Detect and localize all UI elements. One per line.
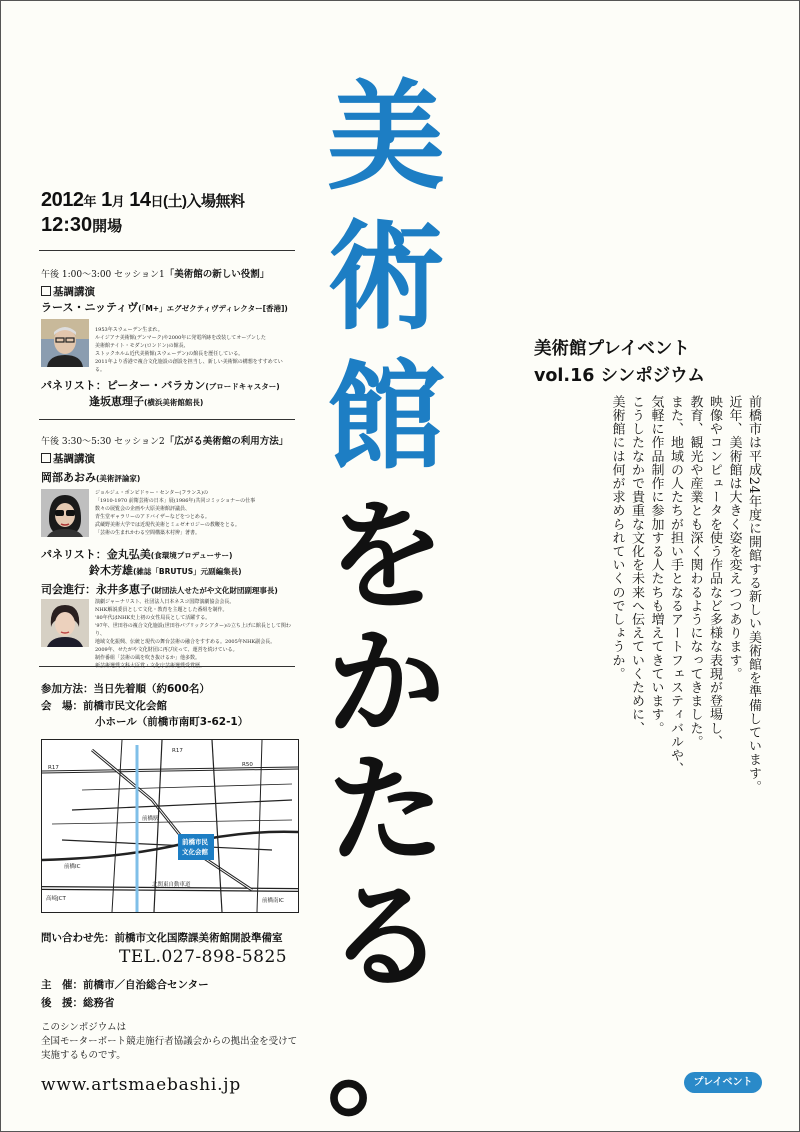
title-blue <box>319 67 453 487</box>
session1-speaker <box>41 299 288 315</box>
moderator-role: (財団法人せたがや文化財団副理事長) <box>151 586 278 595</box>
intro-line: 映像やコンピュータを使う作品など多様な表現が登場し、 <box>707 395 722 749</box>
intro-line: また、地域の人たちが担い手となるアートフェスティバルや、 <box>668 395 683 776</box>
note-line: 全国モーターボート競走施行者協議会からの拠出金を受けて <box>41 1036 298 1047</box>
bio-line: 1953年スウェーデン生まれ。 <box>95 327 163 333</box>
speaker-name: ラース・ニッティヴ <box>41 301 139 314</box>
checkbox-icon <box>41 286 51 296</box>
session1-panelist-2 <box>89 393 203 409</box>
map-label-ic2: 前橋南IC <box>262 898 284 904</box>
divider <box>39 419 295 420</box>
map-label-highway: 北関東自動車道 <box>152 882 191 888</box>
session2-time: 午後 3:30～5:30 セッション2 <box>41 437 165 447</box>
moderator-name: 永井多恵子 <box>96 583 151 596</box>
map-label-station: 前橋駅 <box>142 816 159 822</box>
bio-line: 2009年、せたがや文化財団に再び戻って、運営を続けている。 <box>95 647 238 653</box>
session2-panelist-2 <box>89 562 242 578</box>
bio-line: '97年、世田谷の複合文化施設(世田谷パブリックシアター)の立ち上げに館長として関わり、 <box>95 623 291 637</box>
map-label-route-17b: R17 <box>172 748 183 754</box>
panelist-name: 鈴木芳雄 <box>89 564 133 577</box>
venue-hall: 小ホール（前橋市南町3-62-1） <box>95 716 249 728</box>
bio-line: 「1910-1970 前衛芸術の日本」展(1986年)共同コミッショナーの仕事 <box>95 498 256 504</box>
intro-text <box>609 395 762 794</box>
session1-panelist-1 <box>41 377 280 393</box>
speaker-photo <box>41 319 89 367</box>
session2-title: 「広がる美術館の利用方法」 <box>164 436 289 447</box>
note-line: 実施するものです。 <box>41 1050 126 1061</box>
title-char: か <box>326 614 445 752</box>
method-value: ：当日先着順（約600名） <box>83 683 210 695</box>
venue-value: ：前橋市民文化会館 <box>72 700 167 712</box>
bio-line: 青生堂ギャラリーのアドバイザーなどをつとめる。 <box>95 514 210 520</box>
bio-line: '80年代はNHK史上初の女性局長として活躍する。 <box>95 615 211 621</box>
speaker-photo <box>41 489 89 537</box>
date-month: 1 <box>101 189 112 211</box>
panelist-name: 金丸弘美 <box>106 548 151 561</box>
session1-bio <box>95 326 291 374</box>
title-char: 。 <box>326 995 445 1132</box>
date-month-unit: 月 <box>111 194 125 209</box>
speaker-role: (美術評論家) <box>96 474 141 483</box>
bio-line: 「芸術の生まれかわる空間構築木村辨」著書。 <box>95 530 201 536</box>
moderator <box>41 581 278 597</box>
panelist-label: パネリスト： <box>41 379 107 392</box>
divider <box>39 250 295 251</box>
access-map <box>41 739 299 913</box>
map-venue-label-2: 文化会館 <box>182 848 208 856</box>
open-time <box>41 214 122 237</box>
event-date <box>41 189 245 212</box>
participation-method <box>41 681 210 698</box>
title-char: 術 <box>326 208 445 346</box>
speaker-name: 岡部あおみ <box>41 471 96 484</box>
note-line: このシンポジウムは <box>41 1022 127 1033</box>
date-day-unit: 日 <box>150 194 164 209</box>
venue-label: 会 場 <box>41 700 73 712</box>
bio-line: 演劇ジャーナリスト、社団法人日本ネスコ国際演劇協会会長。 <box>95 599 235 605</box>
contact <box>41 930 283 947</box>
method-label: 参加方法 <box>41 683 83 695</box>
title-char: を <box>326 487 445 625</box>
support-value: ：総務省 <box>72 997 115 1009</box>
panelist-name: 逢坂恵理子 <box>89 395 144 408</box>
session1-header <box>41 266 269 280</box>
contact-tel: TEL.027-898-5825 <box>119 947 288 967</box>
keynote-label-text: 基調講演 <box>53 286 95 298</box>
host <box>41 977 209 994</box>
event-subtitle: vol.16 シンポジウム <box>534 366 705 386</box>
session2-speaker <box>41 469 140 485</box>
session2-panelist-1 <box>41 546 232 562</box>
session1-keynote-label <box>41 284 95 299</box>
session2-header <box>41 433 288 447</box>
event-title: 美術館プレイベント <box>534 339 690 359</box>
moderator-label: 司会進行： <box>41 583 96 596</box>
title-black <box>319 487 453 1132</box>
intro-line: 美術館には何が求められていくのでしょうか。 <box>609 395 625 681</box>
bio-line: ルイジアナ美術館(デンマーク)や2000年に発電所跡を改装してオープンした <box>95 335 266 341</box>
contact-value: ：前橋市文化国際課美術館開設準備室 <box>104 932 283 944</box>
funding-note <box>41 1021 297 1063</box>
date-day: 14 <box>129 189 151 211</box>
support <box>41 995 115 1012</box>
title-char: 館 <box>326 348 445 486</box>
open-time-value: 12:30 <box>41 214 93 236</box>
bio-line: 制作番組「芸術の風を吹き抜けるか」他多数。 <box>95 655 201 661</box>
panelist-role: (横浜美術館館長) <box>144 398 204 407</box>
map-label-route-50: R50 <box>242 762 253 768</box>
bio-line: 武蔵野美術大学では近現代美術とミュゼオロジーの教鞭をとる。 <box>95 522 240 528</box>
preevent-logo: プレイベント <box>684 1072 762 1093</box>
bio-line: ジョルジュ・ポンピドゥー・センター(フランス)の <box>95 490 209 496</box>
bio-line: 美術館テイト・モダン(ロンドン)の館長、 <box>95 343 189 349</box>
keynote-label-text: 基調講演 <box>53 453 95 465</box>
intro-line: 気軽に作品制作に参加する人たちも増えてきています。 <box>648 395 664 735</box>
support-label: 後 援 <box>41 997 73 1009</box>
contact-label: 問い合わせ先 <box>41 932 104 944</box>
bio-line: ストックホルム近代美術館(スウェーデン)の館長を歴任している。 <box>95 351 244 357</box>
map-label-ic1: 前橋IC <box>64 864 81 870</box>
intro-line: こうしたなかで貴重な文化を未来へ伝えていくために、 <box>629 395 644 735</box>
bio-line: 2011年より香港で複合文化施設の創設を担当し、新しい美術館の構想をすすめている。 <box>95 359 283 373</box>
divider <box>39 666 295 667</box>
moderator-bio <box>95 598 291 670</box>
panelist-role: (雑誌「BRUTUS」元副編集長) <box>133 567 242 576</box>
session1-time: 午後 1:00～3:00 セッション1 <box>41 270 165 280</box>
speaker-role: (「M+」エグゼクティヴディレクター[香港]) <box>138 304 288 313</box>
panelist-name: ピーター・バラカン <box>106 379 206 392</box>
host-value: ：前橋市／自治総合センター <box>72 979 209 991</box>
date-year: 2012 <box>41 189 84 211</box>
title-char: た <box>326 741 445 879</box>
intro-line: 前橋市は平成24年度に開館する新しい美術館を準備しています。 <box>746 395 761 794</box>
date-year-unit: 年 <box>83 194 97 209</box>
open-time-label: 開場 <box>92 218 123 235</box>
map-label-jct: 高崎JCT <box>46 896 66 902</box>
map-venue-label-1: 前橋市民 <box>182 838 208 846</box>
map-label-route-17a: R17 <box>48 765 59 771</box>
date-weekday: (土) <box>163 193 187 210</box>
bio-line: 地域文化振興、伝統と現代の舞台芸術の融合をすすめる。2005年NHK副会長。 <box>95 639 276 645</box>
admission-free: 入場無料 <box>186 193 245 210</box>
session2-keynote-label <box>41 451 95 466</box>
venue <box>41 698 167 715</box>
session1-title: 「美術館の新しい役割」 <box>164 269 270 280</box>
title-char: 美 <box>326 68 445 206</box>
panelist-role: (ブロードキャスター) <box>205 382 280 391</box>
moderator-photo <box>41 599 89 647</box>
session2-bio <box>95 489 291 537</box>
intro-line: 近年、美術館は大きく姿を変えつつあります。 <box>726 395 742 681</box>
panelist-label: パネリスト： <box>41 548 107 561</box>
bio-line: NHK解説委員として文化・教育を主題とした番組を制作。 <box>95 607 228 613</box>
panelist-role: (食環境プロデューサー) <box>150 551 233 560</box>
website-link[interactable]: www.artsmaebashi.jp <box>41 1075 242 1095</box>
host-label: 主 催 <box>41 979 73 991</box>
checkbox-icon <box>41 453 51 463</box>
title-char: る <box>326 868 445 1006</box>
bio-line: 数々の展覧会の企画や大原美術館評議員、 <box>95 506 191 512</box>
intro-line: 教育、観光や産業とも深く関わるようになってきました。 <box>687 395 703 749</box>
